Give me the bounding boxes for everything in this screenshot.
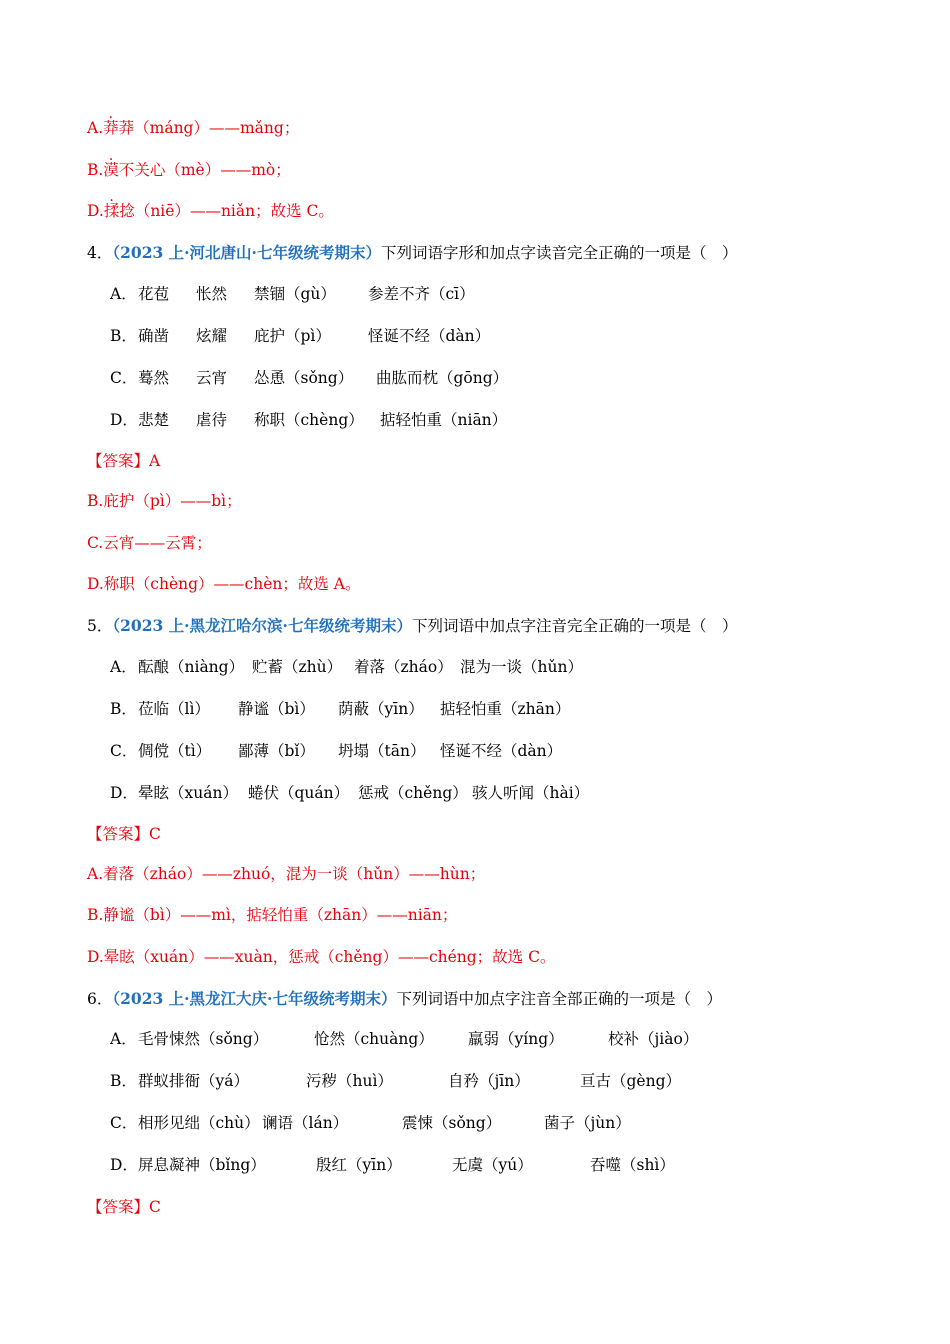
q4-option-a: A． 花苞 怅然 禁锢（gù） 参差不齐（cī） [110,285,475,303]
q5-answer: 【答案】C [87,825,161,843]
q5-option-d: D． 晕眩（xuán） 蜷伏（quán） 惩戒（chěng） 骇人听闻（hài） [110,784,590,802]
question-5-stem: 5．（2023 上·黑龙江哈尔滨·七年级统考期末）下列词语中加点字注音完全正确的一项是（ ） [87,616,738,635]
q4-explanation-3: D.称职（chèng）——chèn；故选 A。 [87,575,361,593]
q6-option-c: C． 相形见绌（chù） 谰语（lán） 震悚（sǒng） 菌子（jùn） [110,1114,631,1132]
q5-explanation-3: D.晕眩（xuán）——xuàn，惩戒（chěng）——chéng；故选 C。 [87,948,556,966]
q5-option-a: A． 酝酿（niàng） 贮蓄（zhù） 着落（zháo） 混为一谈（hǔn） [110,658,583,676]
q5-option-b: B． 莅临（lì） 静谧（bì） 荫蔽（yīn） 掂轻怕重（zhān） [110,700,571,718]
q3-explanation-d: D.揉捻（niē）——niǎn；故选 C。 [87,202,334,220]
q4-option-b: B． 确凿 炫耀 庇护（pì） 怪诞不经（dàn） [110,327,491,345]
q5-option-c: C． 倜傥（tì） 鄙薄（bǐ） 坍塌（tān） 怪诞不经（dàn） [110,742,563,760]
question-4-stem: 4．（2023 上·河北唐山·七年级统考期末）下列词语字形和加点字读音完全正确的一项是（ ） [87,243,738,262]
q3-explanation-b: B.漠不关心（mè）——mò； [87,161,291,179]
q6-option-d: D． 屏息凝神（bǐng） 殷红（yīn） 无虞（yú） 吞噬（shì） [110,1156,675,1174]
q6-answer: 【答案】C [87,1198,161,1216]
q6-option-b: B． 群蚁排衙（yá） 污秽（huì） 自矜（jīn） 亘古（gèng） [110,1072,682,1090]
q4-option-d: D． 悲楚 虐待 称职（chèng） 掂轻怕重（niān） [110,411,508,429]
question-6-stem: 6．（2023 上·黑龙江大庆·七年级统考期末）下列词语中加点字注音全部正确的一项是（ ） [87,989,722,1008]
q5-explanation-2: B.静谧（bì）——mì，掂轻怕重（zhān）——niān； [87,906,458,924]
q6-option-a: A． 毛骨悚然（sǒng） 怆然（chuàng） 羸弱（yíng） 校补（jiào） [110,1030,699,1048]
q4-answer: 【答案】A [87,452,161,470]
q4-option-c: C． 蓦然 云宵 怂恿（sǒng） 曲肱而枕（gōng） [110,369,509,387]
q3-explanation-a: A.莽莽（máng）——mǎng； [87,119,300,137]
q4-explanation-1: B.庇护（pì）——bì； [87,492,242,510]
q5-explanation-1: A.着落（zháo）——zhuó，混为一谈（hǔn）——hùn； [87,865,486,883]
q4-explanation-2: C.云宵——云霄； [87,534,212,552]
